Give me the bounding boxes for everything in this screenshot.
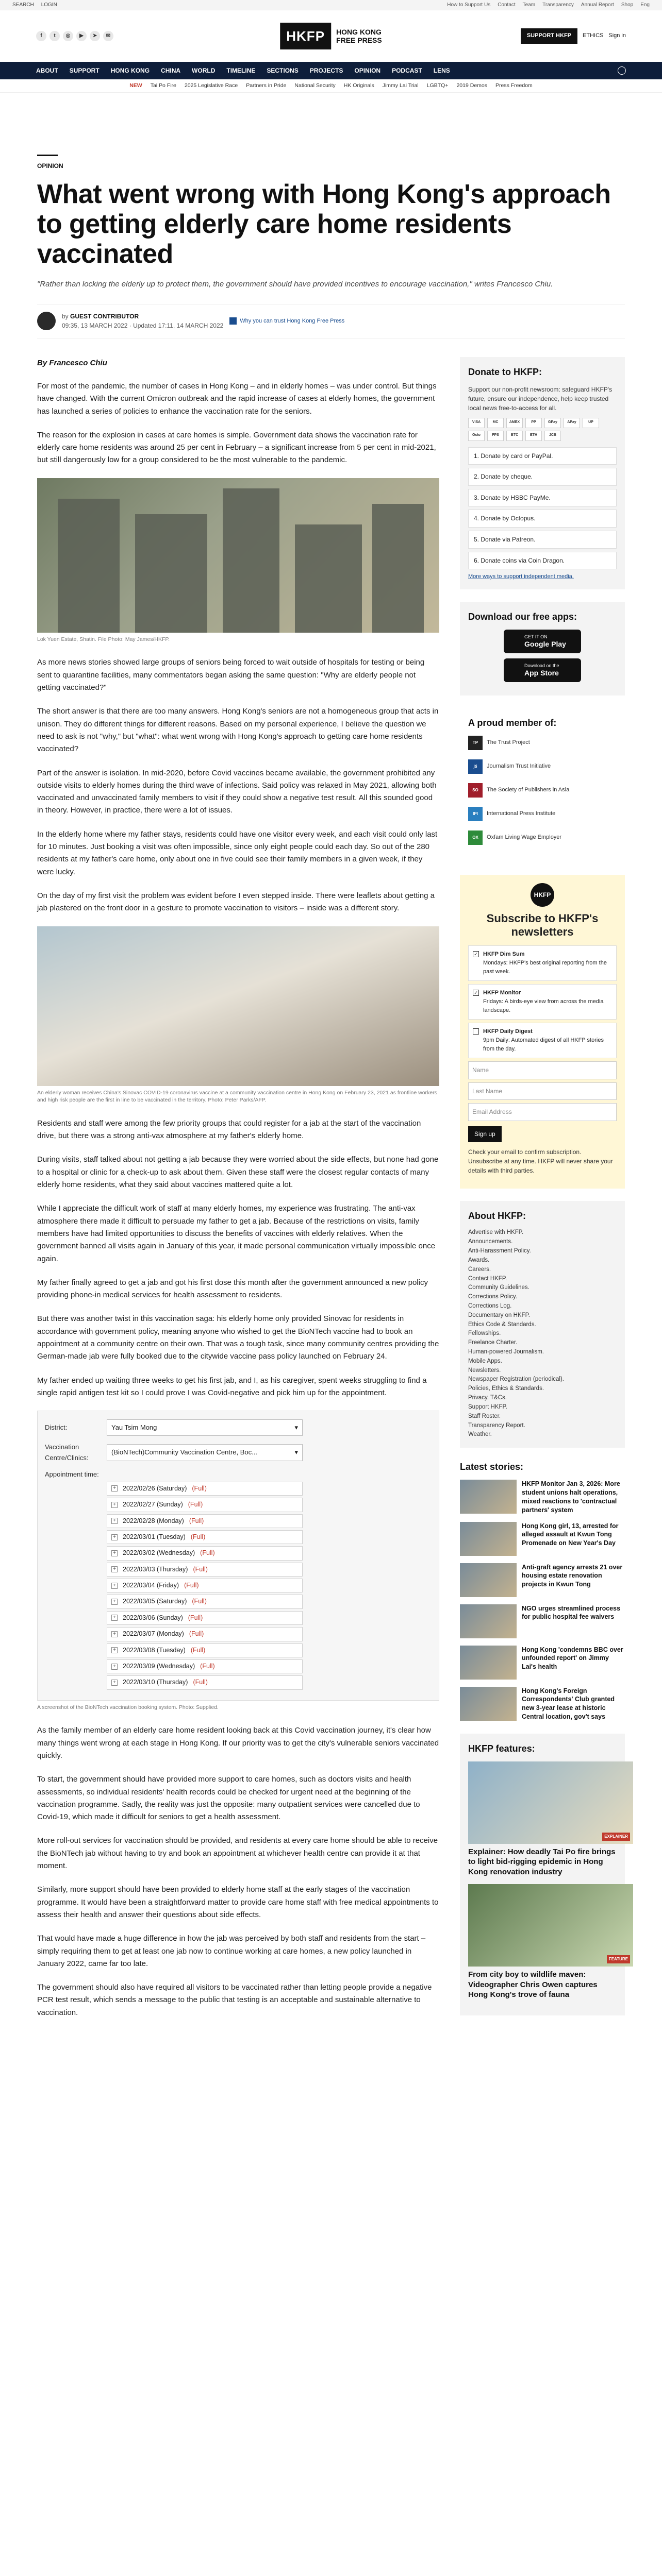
about-link[interactable]: Human-powered Journalism. bbox=[468, 1349, 544, 1355]
paragraph: For most of the pandemic, the number of cases in Hong Kong – and in elderly homes – was under control. But things have changed. With the current Omicron outbreak and the rapid increase of cases at elderly homes, the government has launched a series of policies to enhance the vaccination rate for the seniors. bbox=[37, 381, 437, 416]
slot-status: (Full) bbox=[188, 1614, 203, 1621]
latest-widget bbox=[460, 1460, 625, 1721]
feature-title[interactable]: Explainer: How deadly Tai Po fire brings to light bid-rigging epidemic in Hong Kong renovation industry bbox=[468, 1847, 616, 1876]
paragraph: As the family member of an elderly care home resident looking back at this Covid vaccination journey, it's clear how many things went wrong at each stage in Hong Kong. If our priority was to get the city's vulnerable seniors vaccinated quickly. bbox=[37, 1726, 439, 1760]
story-title[interactable]: Anti-graft agency arrests 21 over housing estate renovation projects in Kwun Tong bbox=[522, 1563, 623, 1588]
district-select bbox=[107, 1419, 303, 1436]
option-desc: Mondays: HKFP's best original reporting from the past week. bbox=[483, 959, 607, 975]
paragraph: Part of the answer is isolation. In mid-2020, before Covid vaccines became available, the government prohibited any outside visits to elderly homes during the third wave of infections. Said policy was relaxed in May 2021, allowing both vaccinated and unvaccinated family members to visit if they could show a negative test result. All this sounded good in theory. However, in practice, there were a lot of issues. bbox=[37, 768, 437, 815]
about-link[interactable]: Corrections Log. bbox=[468, 1302, 512, 1309]
slot-date: 2022/03/07 (Monday) bbox=[123, 1630, 184, 1638]
unionpay-icon: UP bbox=[583, 418, 599, 428]
donate-widget bbox=[460, 357, 625, 590]
about-link[interactable]: Freelance Charter. bbox=[468, 1340, 518, 1346]
oxfam-icon: OX bbox=[468, 831, 483, 845]
signup-button[interactable]: Sign up bbox=[468, 1126, 502, 1142]
social-icons bbox=[36, 31, 113, 41]
story-title[interactable]: NGO urges streamlined process for public hospital fee waivers bbox=[522, 1604, 621, 1621]
paragraph: More roll-out services for vaccination should be provided, and residents at every care home should be able to receive the BioNTech jab without having to try and book an appointment at whichever health centre can provide it at that moment. bbox=[37, 1836, 438, 1871]
slot-row bbox=[107, 1659, 303, 1673]
search-link[interactable]: SEARCH bbox=[12, 2, 34, 8]
nav-item[interactable]: PODCAST bbox=[392, 66, 422, 74]
applepay-icon: APay bbox=[564, 418, 580, 428]
about-title: About HKFP: bbox=[468, 1210, 526, 1221]
donate-option[interactable]: 3. Donate by HSBC PayMe. bbox=[468, 489, 617, 507]
donate-option[interactable]: 1. Donate by card or PayPal. bbox=[468, 447, 617, 465]
slot-row bbox=[107, 1498, 303, 1512]
paypal-icon: PP bbox=[525, 418, 542, 428]
slot-status: (Full) bbox=[193, 1679, 208, 1686]
slot-row bbox=[107, 1546, 303, 1560]
plus-icon: + bbox=[111, 1550, 118, 1556]
plus-icon: + bbox=[111, 1583, 118, 1589]
paragraph: That would have made a huge difference in how the jab was perceived by both staff and residents from the start – simply requiring them to get at least one jab now to continue working at care homes, a new policy launched in January 2022, came far too late. bbox=[37, 1934, 426, 1968]
member-name: The Society of Publishers in Asia bbox=[487, 787, 570, 793]
slot-status: (Full) bbox=[188, 1501, 203, 1509]
about-link[interactable]: Privacy, T&Cs. bbox=[468, 1395, 507, 1401]
slot-date: 2022/02/28 (Monday) bbox=[123, 1517, 184, 1524]
slot-date: 2022/03/03 (Thursday) bbox=[123, 1565, 188, 1573]
about-link[interactable]: Mobile Apps. bbox=[468, 1358, 502, 1364]
nav-item[interactable]: ABOUT bbox=[36, 66, 58, 74]
donate-option[interactable]: 5. Donate via Patreon. bbox=[468, 531, 617, 549]
slot-date: 2022/03/09 (Wednesday) bbox=[123, 1662, 195, 1670]
member-name: The Trust Project bbox=[487, 739, 530, 746]
story-title[interactable]: Hong Kong's Foreign Correspondents' Club granted new 3-year lease at historic Central location, gov't says bbox=[522, 1687, 615, 1721]
slot-date: 2022/03/10 (Thursday) bbox=[123, 1679, 188, 1686]
slot-status: (Full) bbox=[200, 1549, 215, 1557]
about-link[interactable]: Awards. bbox=[468, 1257, 490, 1263]
topbar-link[interactable]: Contact bbox=[498, 2, 516, 8]
about-link[interactable]: Staff Roster. bbox=[468, 1413, 501, 1419]
nav-item[interactable]: SECTIONS bbox=[267, 66, 299, 74]
about-link[interactable]: Corrections Policy. bbox=[468, 1294, 518, 1300]
author-line: By Francesco Chiu bbox=[37, 358, 107, 367]
about-link[interactable]: Advertise with HKFP. bbox=[468, 1229, 524, 1236]
plus-icon: + bbox=[111, 1485, 118, 1492]
topbar-link[interactable]: Eng bbox=[640, 2, 650, 8]
member-logo[interactable] bbox=[468, 831, 617, 845]
sopa-icon: SO bbox=[468, 783, 483, 798]
ipi-icon: IPI bbox=[468, 807, 483, 821]
section-label[interactable]: OPINION bbox=[37, 162, 63, 170]
centre-label: Vaccination Centre/Clinics: bbox=[45, 1443, 89, 1462]
feature-image[interactable] bbox=[468, 1884, 633, 1967]
latest-story[interactable] bbox=[460, 1563, 625, 1597]
trending-item[interactable]: 2019 Demos bbox=[456, 82, 488, 89]
badge-small-text: Download on the bbox=[524, 663, 559, 669]
apps-title: Download our free apps: bbox=[468, 612, 577, 622]
nav-item[interactable]: CHINA bbox=[161, 66, 181, 74]
story-thumbnail bbox=[460, 1646, 517, 1680]
slot-status: (Full) bbox=[190, 1646, 206, 1654]
paragraph: The short answer is that there are too many answers. Hong Kong's seniors are not a homogeneous group that acts in unison. They do different things for different reasons. Based on my personal experience, I believe the question we need to ask is not "why," but "what": what went wrong with Hong Kong's approach to getting care home residents vaccinated? bbox=[37, 707, 439, 754]
nav-item[interactable]: LENS bbox=[433, 66, 450, 74]
slot-row bbox=[107, 1530, 303, 1544]
youtube-icon[interactable]: ▶ bbox=[76, 31, 87, 41]
about-link[interactable]: Ethics Code & Standards. bbox=[468, 1321, 536, 1328]
slot-date: 2022/03/01 (Tuesday) bbox=[123, 1533, 186, 1540]
app-store-badge[interactable] bbox=[504, 658, 581, 682]
site-logo[interactable] bbox=[280, 23, 382, 49]
main-nav bbox=[0, 62, 662, 79]
email-icon[interactable]: ✉ bbox=[103, 31, 113, 41]
nav-item[interactable]: WORLD bbox=[192, 66, 216, 74]
author-link[interactable]: GUEST CONTRIBUTOR bbox=[70, 312, 139, 320]
topbar-link[interactable]: Shop bbox=[621, 2, 634, 8]
option-name: HKFP Dim Sum bbox=[483, 951, 525, 957]
bitcoin-icon: BTC bbox=[506, 431, 523, 441]
article-photo bbox=[37, 478, 439, 633]
member-name: International Press Institute bbox=[487, 810, 556, 817]
about-link[interactable]: Policies, Ethics & Standards. bbox=[468, 1385, 544, 1392]
about-link[interactable]: Contact HKFP. bbox=[468, 1275, 507, 1282]
trust-icon bbox=[229, 317, 237, 325]
about-link[interactable]: Community Guidelines. bbox=[468, 1284, 529, 1291]
paragraph: In the elderly home where my father stays, residents could have one visitor every week, and each visit could only last for 10 minutes. Just booking a visit was often impossible, since only eight people could each day. So out of the 280 residents at my father's care home, only about one in five could see their family members in a given week, if they were lucky. bbox=[37, 829, 438, 876]
trending-item[interactable]: Partners in Pride bbox=[246, 82, 287, 89]
article-title: What went wrong with Hong Kong's approach to getting elderly care home residents vaccinated bbox=[37, 179, 611, 269]
checkbox[interactable]: ✓ bbox=[473, 990, 479, 996]
donate-option[interactable]: 2. Donate by cheque. bbox=[468, 468, 617, 486]
fps-icon: FPS bbox=[487, 431, 504, 441]
newsletter-option[interactable] bbox=[468, 945, 617, 981]
badge-big-text: Google Play bbox=[524, 640, 566, 649]
features-title: HKFP features: bbox=[468, 1743, 535, 1754]
sidebar bbox=[460, 357, 628, 2030]
about-link[interactable]: Announcements. bbox=[468, 1239, 513, 1245]
chevron-down-icon: ▾ bbox=[294, 1423, 298, 1432]
trending-label: NEW bbox=[129, 82, 142, 89]
donate-text: Support our non-profit newsroom: safeguard HKFP's future, ensure our independence, help keep trusted local news free-to-access for all. bbox=[468, 385, 613, 412]
slot-status: (Full) bbox=[193, 1565, 208, 1573]
district-label: District: bbox=[45, 1423, 68, 1432]
newsletter-option[interactable] bbox=[468, 1023, 617, 1058]
badge-big-text: App Store bbox=[524, 669, 559, 677]
paragraph: During visits, staff talked about not getting a jab because they were worried about the side effects, but none had gone to a hospital or clinic for a check-up to ask about them. Given these staff were the closest regular contacts of many elderly home residents, what they said about vaccines mattered quite a lot. bbox=[37, 1155, 439, 1190]
twitter-icon[interactable]: t bbox=[49, 31, 60, 41]
latest-title: Latest stories: bbox=[460, 1462, 524, 1472]
feature-image[interactable] bbox=[468, 1761, 633, 1844]
story-title[interactable]: Hong Kong 'condemns BBC over unfounded report' on Jimmy Lai's health bbox=[522, 1646, 623, 1671]
centre-value: (BioNTech)Community Vaccination Centre, Boc... bbox=[111, 1448, 257, 1456]
logo-mark: HKFP bbox=[280, 23, 331, 49]
slot-status: (Full) bbox=[189, 1517, 204, 1524]
slot-status: (Full) bbox=[192, 1598, 207, 1605]
site-header bbox=[0, 10, 662, 62]
member-logo[interactable] bbox=[468, 759, 617, 774]
plus-icon: + bbox=[111, 1599, 118, 1605]
story-thumbnail bbox=[460, 1522, 517, 1556]
option-name: HKFP Monitor bbox=[483, 989, 521, 996]
trust-label: Why you can trust Hong Kong Free Press bbox=[240, 317, 345, 324]
plus-icon: + bbox=[111, 1647, 118, 1653]
trending-bar bbox=[0, 79, 662, 93]
story-thumbnail bbox=[460, 1563, 517, 1597]
plus-icon: + bbox=[111, 1680, 118, 1686]
chevron-down-icon: ▾ bbox=[294, 1448, 298, 1456]
story-thumbnail bbox=[460, 1480, 517, 1514]
signin-link[interactable]: Sign in bbox=[608, 32, 626, 39]
trending-item[interactable]: Tai Po Fire bbox=[150, 82, 176, 89]
plus-icon: + bbox=[111, 1631, 118, 1637]
story-thumbnail bbox=[460, 1687, 517, 1721]
feature-tag: FEATURE bbox=[607, 1955, 630, 1963]
paragraph: But there was another twist in this vaccination saga: his elderly home only provided Sinovac for residents in accordance with government policy, meaning anyone who wished to get the BioNTech vaccine had to book an appointment at a community centre on their own. That was a tough task, since many community centres providing the German-made jab were fully booked due to the citywide vaccine pass policy launched on February 24. bbox=[37, 1314, 439, 1361]
plus-icon: + bbox=[111, 1615, 118, 1621]
member-widget bbox=[460, 708, 625, 862]
paragraph: On the day of my first visit the problem was evident before I even stepped inside. There were leaflets about getting a jab plastered on the front door in a gesture to promote vaccination to visitors – inside was a different story. bbox=[37, 891, 435, 913]
paragraph: The government should also have required all visitors to be vaccinated rather than letting people provide a negative PCR test result, which sends a message to the public that testing is an acceptable and sustainable alternative to vaccination. bbox=[37, 1983, 432, 2017]
signup-note: Check your email to confirm subscription. Unsubscribe at any time. HKFP will never share your details with third parties. bbox=[468, 1148, 613, 1174]
jti-icon: jti bbox=[468, 759, 483, 774]
slot-status: (Full) bbox=[190, 1533, 206, 1540]
member-logo[interactable] bbox=[468, 736, 617, 750]
slot-row bbox=[107, 1643, 303, 1657]
badge-small-text: GET IT ON bbox=[524, 634, 548, 640]
booking-caption: A screenshot of the BioNTech vaccination booking system. Photo: Supplied. bbox=[37, 1704, 219, 1710]
paragraph: To start, the government should have provided more support to care homes, such as doctors visits and health assessments, so individual residents' health records could be checked for urgent need at the beginning of the vaccination programme. Sadly, the reality was just the opposite: many outpatient services were cancelled due to Covid-19, which made it difficult for seniors to get a health assessment. bbox=[37, 1775, 420, 1822]
trending-item[interactable]: LGBTQ+ bbox=[426, 82, 449, 89]
about-link[interactable]: Support HKFP. bbox=[468, 1403, 507, 1410]
slot-row bbox=[107, 1514, 303, 1528]
district-value: Yau Tsim Mong bbox=[111, 1423, 157, 1432]
slot-list bbox=[107, 1482, 303, 1690]
slot-status: (Full) bbox=[192, 1484, 207, 1492]
plus-icon: + bbox=[111, 1566, 118, 1572]
login-link[interactable]: LOGIN bbox=[41, 2, 57, 8]
about-link[interactable]: Anti-Harassment Policy. bbox=[468, 1248, 531, 1255]
newsletter-widget bbox=[460, 875, 625, 1189]
trending-item[interactable]: 2025 Legislative Race bbox=[184, 82, 238, 89]
payment-logos bbox=[468, 418, 617, 441]
donate-option[interactable]: 6. Donate coins via Coin Dragon. bbox=[468, 552, 617, 570]
ethics-link[interactable]: ETHICS bbox=[583, 32, 604, 39]
about-link[interactable]: Documentary on HKFP. bbox=[468, 1312, 530, 1318]
article-photo bbox=[37, 926, 439, 1086]
photo-caption: An elderly woman receives China's Sinovac COVID-19 coronavirus vaccine at a community vaccination centre in Hong Kong on February 23, 2021 as frontline workers and high risk people are the first in line to be vaccinated in the territory. Photo: Peter Parks/AFP. bbox=[37, 1089, 437, 1104]
trust-badge[interactable] bbox=[229, 317, 344, 326]
time-label: Appointment time: bbox=[45, 1470, 99, 1478]
paragraph: My father finally agreed to get a jab and got his first dose this month after the government announced a new policy providing phone-in medical services for health assessment to residents. bbox=[37, 1278, 428, 1300]
nav-item[interactable]: TIMELINE bbox=[226, 66, 256, 74]
slot-row bbox=[107, 1482, 303, 1496]
member-name: Journalism Trust Initiative bbox=[487, 763, 551, 770]
search-icon[interactable] bbox=[618, 66, 626, 75]
about-link[interactable]: Weather. bbox=[468, 1431, 492, 1438]
topbar-link[interactable]: Annual Report bbox=[581, 2, 614, 8]
about-links bbox=[468, 1228, 617, 1439]
plus-icon: + bbox=[111, 1534, 118, 1540]
newsletter-title: Subscribe to HKFP's newsletters bbox=[486, 912, 599, 939]
features-widget bbox=[460, 1734, 628, 2015]
hkfp-logo-icon: HKFP bbox=[531, 883, 554, 907]
topbar-link[interactable]: Team bbox=[522, 2, 536, 8]
gpay-icon: GPay bbox=[544, 418, 561, 428]
ethereum-icon: ETH bbox=[525, 431, 542, 441]
support-button[interactable]: SUPPORT HKFP bbox=[521, 28, 577, 43]
slot-date: 2022/02/26 (Saturday) bbox=[123, 1484, 187, 1492]
slot-status: (Full) bbox=[184, 1582, 199, 1589]
slot-date: 2022/03/08 (Tuesday) bbox=[123, 1646, 186, 1654]
nav-item[interactable]: OPINION bbox=[354, 66, 381, 74]
donate-title: Donate to HKFP: bbox=[468, 366, 542, 377]
slot-row bbox=[107, 1627, 303, 1641]
slot-row bbox=[107, 1611, 303, 1625]
instagram-icon[interactable]: ◎ bbox=[63, 31, 73, 41]
slot-date: 2022/02/27 (Sunday) bbox=[123, 1501, 183, 1509]
story-title[interactable]: HKFP Monitor Jan 3, 2026: More student unions halt operations, mixed reactions to 'contractual partners' system bbox=[522, 1480, 620, 1514]
topbar-link[interactable]: How to Support Us bbox=[447, 2, 491, 8]
slot-status: (Full) bbox=[189, 1630, 204, 1638]
jcb-icon: JCB bbox=[544, 431, 561, 441]
member-logo[interactable] bbox=[468, 807, 617, 821]
booking-screenshot bbox=[37, 1411, 439, 1700]
latest-story[interactable] bbox=[460, 1522, 625, 1556]
paragraph: As more news stories showed large groups of seniors being forced to wait outside of hospitals for testing or being sent to quarantine facilities, many commentators began asking the same question: "Why are elderly people not getting vaccinated?" bbox=[37, 658, 425, 692]
apps-widget bbox=[460, 602, 625, 696]
paragraph: Similarly, more support should have been provided to elderly home staff at the early stages of the vaccination programme. It would have been a straightforward matter to provide care home staff with free medical appointments to assess their health and answer their questions about side effects. bbox=[37, 1885, 439, 1919]
nav-item[interactable]: SUPPORT bbox=[69, 66, 100, 74]
about-link[interactable]: Transparency Report. bbox=[468, 1422, 525, 1429]
checkbox[interactable] bbox=[473, 1028, 479, 1035]
slot-row bbox=[107, 1563, 303, 1577]
amex-icon: AMEX bbox=[506, 418, 523, 428]
feature-title[interactable]: From city boy to wildlife maven: Videographer Chris Owen captures Hong Kong's trove of fauna bbox=[468, 1970, 598, 1999]
member-name: Oxfam Living Wage Employer bbox=[487, 834, 562, 841]
slot-row bbox=[107, 1579, 303, 1592]
by-label: by bbox=[62, 312, 69, 320]
latest-story[interactable] bbox=[460, 1687, 625, 1722]
publish-dates: 09:35, 13 MARCH 2022 · Updated 17:11, 14 MARCH 2022 bbox=[62, 322, 224, 330]
facebook-icon[interactable]: f bbox=[36, 31, 46, 41]
about-link[interactable]: Newsletters. bbox=[468, 1367, 501, 1374]
option-desc: 9pm Daily: Automated digest of all HKFP stories from the day. bbox=[483, 1037, 604, 1053]
trending-item[interactable]: Press Freedom bbox=[495, 82, 533, 89]
plus-icon: + bbox=[111, 1518, 118, 1524]
centre-select bbox=[107, 1444, 303, 1461]
photo-caption: Lok Yuen Estate, Shatin. File Photo: May James/HKFP. bbox=[37, 636, 170, 642]
name-field[interactable]: Name bbox=[468, 1061, 617, 1079]
nav-item[interactable]: PROJECTS bbox=[309, 66, 343, 74]
latest-story[interactable] bbox=[460, 1604, 625, 1638]
option-desc: Fridays: A birds-eye view from across the media landscape. bbox=[483, 998, 604, 1014]
byline bbox=[37, 304, 625, 338]
story-thumbnail bbox=[460, 1604, 517, 1638]
donate-option[interactable]: 4. Donate by Octopus. bbox=[468, 510, 617, 528]
option-name: HKFP Daily Digest bbox=[483, 1028, 533, 1035]
google-play-badge[interactable] bbox=[504, 630, 581, 653]
about-link[interactable]: Careers. bbox=[468, 1266, 491, 1273]
checkbox[interactable]: ✓ bbox=[473, 951, 479, 957]
article-standfirst: "Rather than locking the elderly up to protect them, the government should have provided incentives to encourage vaccination," writes Francesco Chiu. bbox=[37, 280, 553, 289]
about-widget bbox=[460, 1201, 625, 1448]
topbar-link[interactable]: Transparency bbox=[542, 2, 574, 8]
article-page bbox=[37, 93, 628, 2030]
newsletter-option[interactable] bbox=[468, 984, 617, 1020]
section-rule bbox=[37, 155, 58, 156]
plus-icon: + bbox=[111, 1502, 118, 1508]
avatar bbox=[37, 312, 56, 330]
paragraph: My father ended up waiting three weeks to get his first jab, and I, as his caregiver, spent weeks struggling to find a single rapid antigen test kit so I could prove I was Covid-negative and pick him up for the appointment. bbox=[37, 1376, 427, 1397]
slot-date: 2022/03/06 (Sunday) bbox=[123, 1614, 183, 1621]
slot-row bbox=[107, 1595, 303, 1608]
nav-item[interactable]: HONG KONG bbox=[110, 66, 150, 74]
latest-story[interactable] bbox=[460, 1646, 625, 1680]
story-title[interactable]: Hong Kong girl, 13, arrested for alleged assault at Kwun Tong Promenade on New Year's Day bbox=[522, 1522, 619, 1547]
feature-tag: EXPLAINER bbox=[602, 1833, 630, 1841]
slot-row bbox=[107, 1675, 303, 1689]
slot-date: 2022/03/05 (Saturday) bbox=[123, 1598, 187, 1605]
member-title: A proud member of: bbox=[468, 718, 557, 728]
paragraph: While I appreciate the difficult work of staff at many elderly homes, my experience was frustrating. The anti-vax atmosphere there made it difficult to persuade my father to get a jab. Because of the restrictions on visits, family members have had limited opportunities to discuss the benefits of vaccines with elderly relatives. When the government banned all visits again in January of this year, it made personal communication virtually impossible once again. bbox=[37, 1204, 436, 1263]
slot-date: 2022/03/02 (Wednesday) bbox=[123, 1549, 195, 1557]
trending-item[interactable]: HK Originals bbox=[343, 82, 374, 89]
visa-icon: VISA bbox=[468, 418, 485, 428]
logo-name bbox=[336, 28, 382, 44]
trust-project-icon: TP bbox=[468, 736, 483, 750]
more-ways-link[interactable]: More ways to support independent media. bbox=[468, 573, 574, 580]
about-link[interactable]: Fellowships. bbox=[468, 1330, 501, 1337]
logo-line-2: FREE PRESS bbox=[336, 36, 382, 44]
telegram-icon[interactable]: ➤ bbox=[90, 31, 100, 41]
trending-item[interactable]: National Security bbox=[294, 82, 336, 89]
trending-item[interactable]: Jimmy Lai Trial bbox=[382, 82, 419, 89]
paragraph: Residents and staff were among the few priority groups that could register for a jab at the start of the vaccination drive, but there was a strong anti-vax atmosphere at my father's elderly home. bbox=[37, 1118, 421, 1141]
member-logo[interactable] bbox=[468, 783, 617, 798]
last-name-field[interactable]: Last Name bbox=[468, 1082, 617, 1100]
email-field[interactable]: Email Address bbox=[468, 1103, 617, 1121]
slot-status: (Full) bbox=[200, 1662, 215, 1670]
plus-icon: + bbox=[111, 1664, 118, 1670]
top-utility-bar bbox=[0, 0, 662, 10]
latest-story[interactable] bbox=[460, 1480, 625, 1515]
about-link[interactable]: Newspaper Registration (periodical). bbox=[468, 1376, 564, 1383]
logo-line-1: HONG KONG bbox=[336, 27, 382, 36]
article-body bbox=[37, 357, 439, 2030]
paragraph: The reason for the explosion in cases at care homes is simple. Government data shows the vaccination rate for elderly care home residents was around 25 per cent in February – a significant increase from 5 per cent in mid-2021, but still dangerously low for a group considered to be the most vulnerable to the pandemic. bbox=[37, 430, 436, 465]
mastercard-icon: MC bbox=[487, 418, 504, 428]
slot-date: 2022/03/04 (Friday) bbox=[123, 1582, 179, 1589]
octopus-icon: Octo bbox=[468, 431, 485, 441]
